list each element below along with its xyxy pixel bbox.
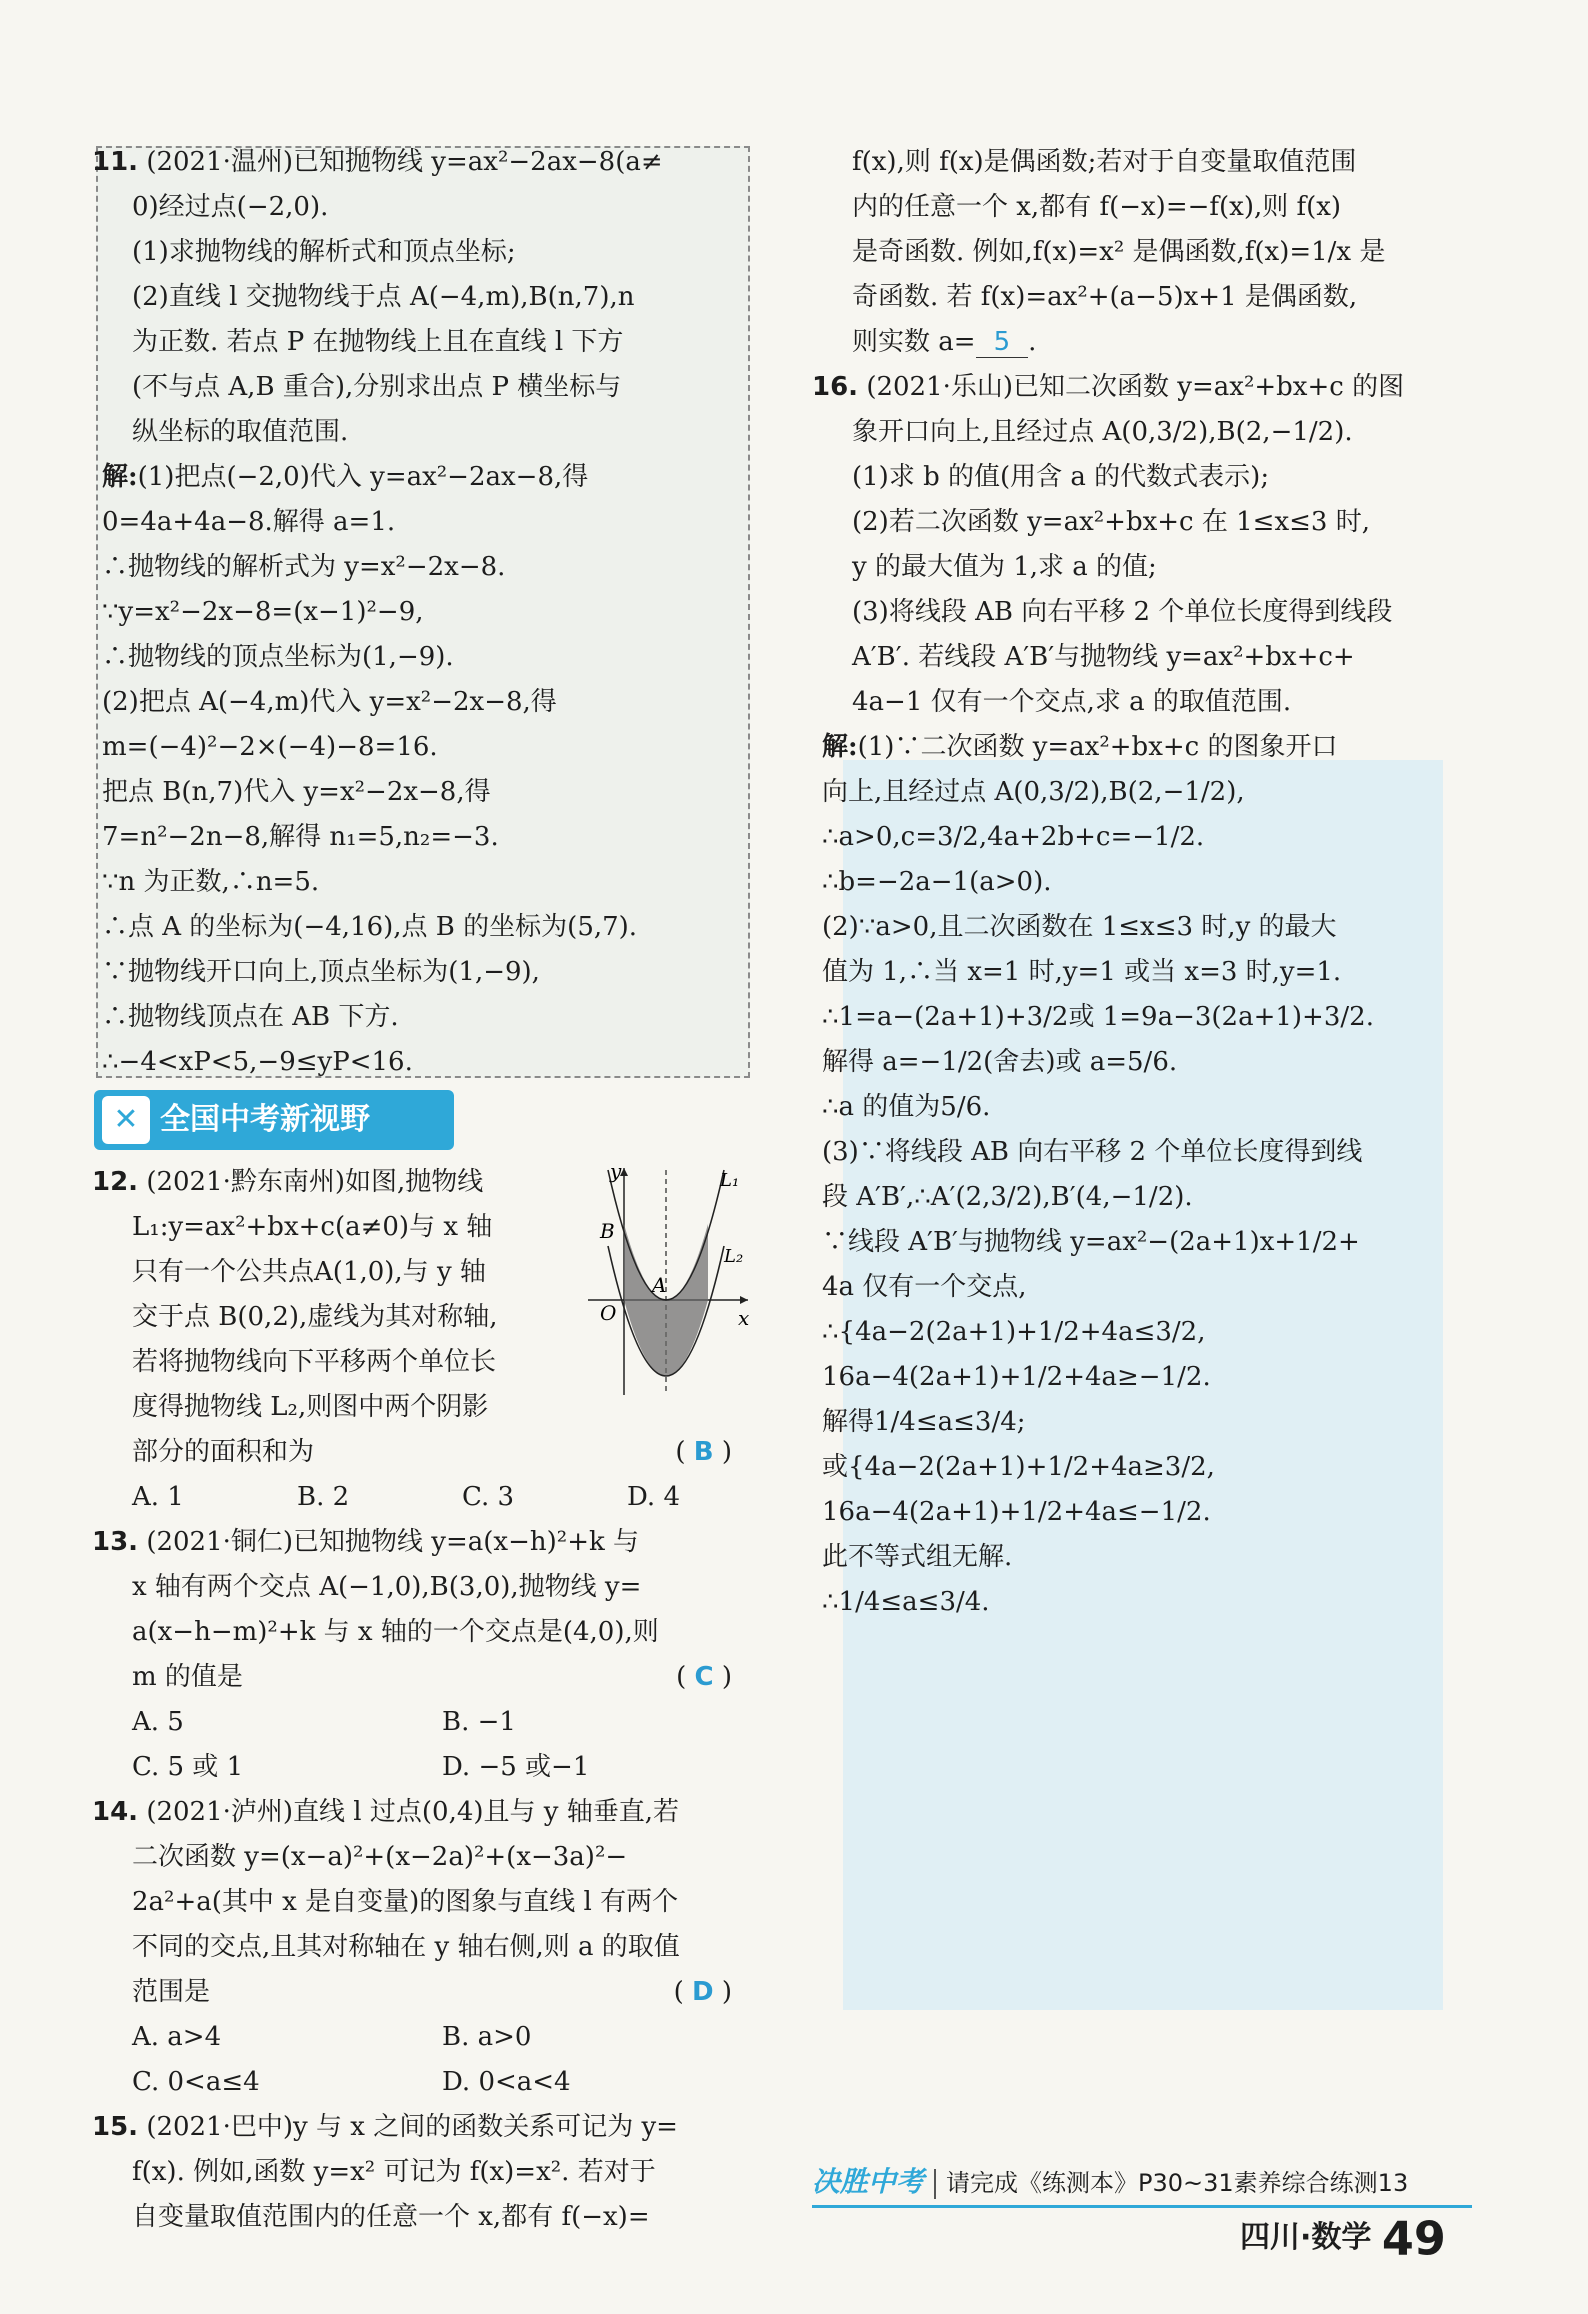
text-line: ∴1=a−(2a+1)+3/2或 1=9a−3(2a+1)+3/2. xyxy=(822,1002,1374,1032)
text-line: 范围是 ( D ) xyxy=(92,1970,732,2015)
choice-option: A. 5 xyxy=(132,1707,184,1737)
text-line: (3)∵将线段 AB 向右平移 2 个单位长度得到线 xyxy=(822,1137,1363,1167)
text-line: (3)将线段 AB 向右平移 2 个单位长度得到线段 xyxy=(852,597,1393,627)
text-line: ∵线段 A′B′与抛物线 y=ax²−(2a+1)x+1/2+ xyxy=(822,1227,1360,1257)
choice-option: B. −1 xyxy=(442,1707,516,1737)
left-column xyxy=(92,140,754,1085)
choices-row xyxy=(92,1475,754,1520)
choice-option: D. 0<a<4 xyxy=(442,2067,571,2097)
text-line: a(x−h−m)²+k 与 x 轴的一个交点是(4,0),则 xyxy=(132,1617,659,1647)
text-line: 交于点 B(0,2),虚线为其对称轴, xyxy=(132,1302,498,1332)
fig-label-B: B xyxy=(600,1219,615,1243)
compass-icon: ✕ xyxy=(102,1096,150,1144)
text-line: m=(−4)²−2×(−4)−8=16. xyxy=(102,732,438,762)
text-line: 4a 仅有一个交点, xyxy=(822,1272,1027,1302)
right-column xyxy=(812,140,1472,1625)
text-line: 0)经过点(−2,0). xyxy=(132,192,329,222)
text-line: 内的任意一个 x,都有 f(−x)=−f(x),则 f(x) xyxy=(852,192,1342,222)
shaded-region-2 xyxy=(666,1224,708,1376)
text-line: ∴−4<xP<5,−9≤yP<16. xyxy=(102,1047,413,1077)
text-line: 自变量取值范围内的任意一个 x,都有 f(−x)= xyxy=(132,2202,650,2232)
parabola-figure xyxy=(578,1160,758,1400)
text-line: ∴抛物线顶点在 AB 下方. xyxy=(102,1002,399,1032)
text-line: 二次函数 y=(x−a)²+(x−2a)²+(x−3a)²− xyxy=(132,1842,628,1872)
text-line: 段 A′B′,∴A′(2,3/2),B′(4,−1/2). xyxy=(822,1182,1193,1212)
text-line: ∵抛物线开口向上,顶点坐标为(1,−9), xyxy=(102,957,540,987)
text-line: 15. (2021·巴中)y 与 x 之间的函数关系可记为 y= xyxy=(92,2112,678,2142)
text-line: 部分的面积和为 ( B ) xyxy=(92,1430,732,1475)
text-line: ∴a 的值为5/6. xyxy=(822,1092,991,1122)
text-line: 奇函数. 若 f(x)=ax²+(a−5)x+1 是偶函数, xyxy=(852,282,1358,312)
page-number: 49 xyxy=(1381,2211,1446,2266)
text-line: 2a²+a(其中 x 是自变量)的图象与直线 l 有两个 xyxy=(132,1887,679,1917)
region-label: 四川·数学 xyxy=(1240,2220,1372,2255)
question-15-end xyxy=(812,140,1472,365)
text-line: 把点 B(n,7)代入 y=x²−2x−8,得 xyxy=(102,777,491,807)
fig-label-O: O xyxy=(600,1301,617,1325)
text-line: L₁:y=ax²+bx+c(a≠0)与 x 轴 xyxy=(132,1212,493,1242)
choice-option: B. a>0 xyxy=(442,2022,532,2052)
text-line: ∴抛物线的解析式为 y=x²−2x−8. xyxy=(102,552,506,582)
section-banner-text: 全国中考新视野 xyxy=(160,1102,370,1137)
text-line: ∴1/4≤a≤3/4. xyxy=(822,1587,990,1617)
question-11 xyxy=(92,140,754,1085)
choice-option: C. 5 或 1 xyxy=(132,1752,244,1782)
text-line: (2)把点 A(−4,m)代入 y=x²−2x−8,得 xyxy=(102,687,557,717)
text-line: m 的值是 ( C ) xyxy=(92,1655,732,1700)
choices-row xyxy=(92,2060,754,2105)
shaded-region-1 xyxy=(624,1224,666,1376)
text-line: 14. (2021·泸州)直线 l 过点(0,4)且与 y 轴垂直,若 xyxy=(92,1797,680,1827)
text-line: 象开口向上,且经过点 A(0,3/2),B(2,−1/2). xyxy=(852,417,1353,447)
answer: C xyxy=(694,1662,714,1692)
text-line: 度得抛物线 L₂,则图中两个阴影 xyxy=(132,1392,489,1422)
text-line: 解:(1)∵二次函数 y=ax²+bx+c 的图象开口 xyxy=(822,732,1338,762)
text-line: ∴a>0,c=3/2,4a+2b+c=−1/2. xyxy=(822,822,1205,852)
text-line: (2)直线 l 交抛物线于点 A(−4,m),B(n,7),n xyxy=(132,282,635,312)
text-line: ∴{4a−2(2a+1)+1/2+4a≤3/2, 16a−4(2a+1)+1/2+4a≥−1/2. xyxy=(822,1317,1211,1392)
text-line: (1)求抛物线的解析式和顶点坐标; xyxy=(132,237,516,267)
text-line: 7=n²−2n−8,解得 n₁=5,n₂=−3. xyxy=(102,822,499,852)
fig-label-A: A xyxy=(652,1273,667,1297)
text-line: 11. (2021·温州)已知抛物线 y=ax²−2ax−8(a≠ xyxy=(92,147,663,177)
answer-paren: ( B ) xyxy=(675,1437,732,1467)
question-14 xyxy=(92,1790,754,2105)
text-line: ∴点 A 的坐标为(−4,16),点 B 的坐标为(5,7). xyxy=(102,912,638,942)
text-line: 12. (2021·黔东南州)如图,抛物线 xyxy=(92,1167,484,1197)
footer-line xyxy=(812,2205,1472,2208)
text-line: 13. (2021·铜仁)已知抛物线 y=a(x−h)²+k 与 xyxy=(92,1527,639,1557)
text-line: ∴抛物线的顶点坐标为(1,−9). xyxy=(102,642,454,672)
text-line: ∵y=x²−2x−8=(x−1)²−9, xyxy=(102,597,424,627)
text-line: 则实数 a= 5 . xyxy=(852,327,1037,357)
text-line: 或{4a−2(2a+1)+1/2+4a≥3/2, 16a−4(2a+1)+1/2+4a≤−1/2. xyxy=(822,1452,1215,1527)
fig-label-x: x xyxy=(738,1306,750,1330)
choices-row xyxy=(92,1700,754,1745)
text-line: (1)求 b 的值(用含 a 的代数式表示); xyxy=(852,462,1270,492)
choice-option: D. 4 xyxy=(627,1482,680,1512)
text-line: 值为 1,∴当 x=1 时,y=1 或当 x=3 时,y=1. xyxy=(822,957,1342,987)
text-line: y 的最大值为 1,求 a 的值; xyxy=(852,552,1157,582)
footer-logo: 决胜中考 xyxy=(812,2165,925,2198)
text-line: ∴b=−2a−1(a>0). xyxy=(822,867,1052,897)
fig-label-L1: L₁ xyxy=(720,1170,740,1191)
footer-bar xyxy=(812,2160,1472,2204)
answer-paren: ( D ) xyxy=(673,1977,732,2007)
answer: D xyxy=(691,1977,714,2007)
text-line: (2)若二次函数 y=ax²+bx+c 在 1≤x≤3 时, xyxy=(852,507,1370,537)
text-line: f(x). 例如,函数 y=x² 可记为 f(x)=x². 若对于 xyxy=(132,2157,656,2187)
text-line: 解得 a=−1/2(舍去)或 a=5/6. xyxy=(822,1047,1178,1077)
text-line: 16. (2021·乐山)已知二次函数 y=ax²+bx+c 的图 xyxy=(812,372,1405,402)
page-tag xyxy=(1240,2210,1446,2267)
choice-option: A. 1 xyxy=(132,1482,184,1512)
text-line: 为正数. 若点 P 在抛物线上且在直线 l 下方 xyxy=(132,327,624,357)
text-line: A′B′. 若线段 A′B′与抛物线 y=ax²+bx+c+ xyxy=(852,642,1355,672)
section-banner xyxy=(94,1090,454,1150)
text-line: 此不等式组无解. xyxy=(822,1542,1013,1572)
text-line: x 轴有两个交点 A(−1,0),B(3,0),抛物线 y= xyxy=(132,1572,642,1602)
question-15-start xyxy=(92,2105,754,2240)
question-16 xyxy=(812,365,1472,1625)
choice-option: B. 2 xyxy=(297,1482,350,1512)
fig-label-y: y xyxy=(610,1160,622,1183)
choice-option: A. a>4 xyxy=(132,2022,222,2052)
choice-option: D. −5 或−1 xyxy=(442,1752,590,1782)
text-line: 不同的交点,且其对称轴在 y 轴右侧,则 a 的取值 xyxy=(132,1932,680,1962)
text-line: 解得1/4≤a≤3/4; xyxy=(822,1407,1026,1437)
footer-text: 请完成《练测本》P30~31素养综合练测13 xyxy=(946,2169,1409,2197)
question-13 xyxy=(92,1520,754,1790)
answer-paren: ( C ) xyxy=(676,1662,732,1692)
text-line: 若将抛物线向下平移两个单位长 xyxy=(132,1347,497,1377)
text-line: (2)∵a>0,且二次函数在 1≤x≤3 时,y 的最大 xyxy=(822,912,1337,942)
text-line: 纵坐标的取值范围. xyxy=(132,417,349,447)
text-line: 0=4a+4a−8.解得 a=1. xyxy=(102,507,396,537)
choice-option: C. 0<a≤4 xyxy=(132,2067,260,2097)
text-line: f(x),则 f(x)是偶函数;若对于自变量取值范围 xyxy=(852,147,1357,177)
answer: B xyxy=(693,1437,714,1467)
fill-answer: 5 xyxy=(976,327,1029,358)
text-line: ∵n 为正数,∴n=5. xyxy=(102,867,320,897)
text-line: 只有一个公共点A(1,0),与 y 轴 xyxy=(132,1257,486,1287)
choices-row xyxy=(92,2015,754,2060)
text-line: 向上,且经过点 A(0,3/2),B(2,−1/2), xyxy=(822,777,1245,807)
choice-option: C. 3 xyxy=(462,1482,515,1512)
text-line: 4a−1 仅有一个交点,求 a 的取值范围. xyxy=(852,687,1292,717)
text-line: 解:(1)把点(−2,0)代入 y=ax²−2ax−8,得 xyxy=(102,462,589,492)
text-line: (不与点 A,B 重合),分别求出点 P 横坐标与 xyxy=(132,372,622,402)
fig-label-L2: L₂ xyxy=(724,1246,744,1267)
text-line: 是奇函数. 例如,f(x)=x² 是偶函数,f(x)=1/x 是 xyxy=(852,237,1386,267)
fill-prompt: 则实数 a= xyxy=(852,327,976,357)
choices-row xyxy=(92,1745,754,1790)
